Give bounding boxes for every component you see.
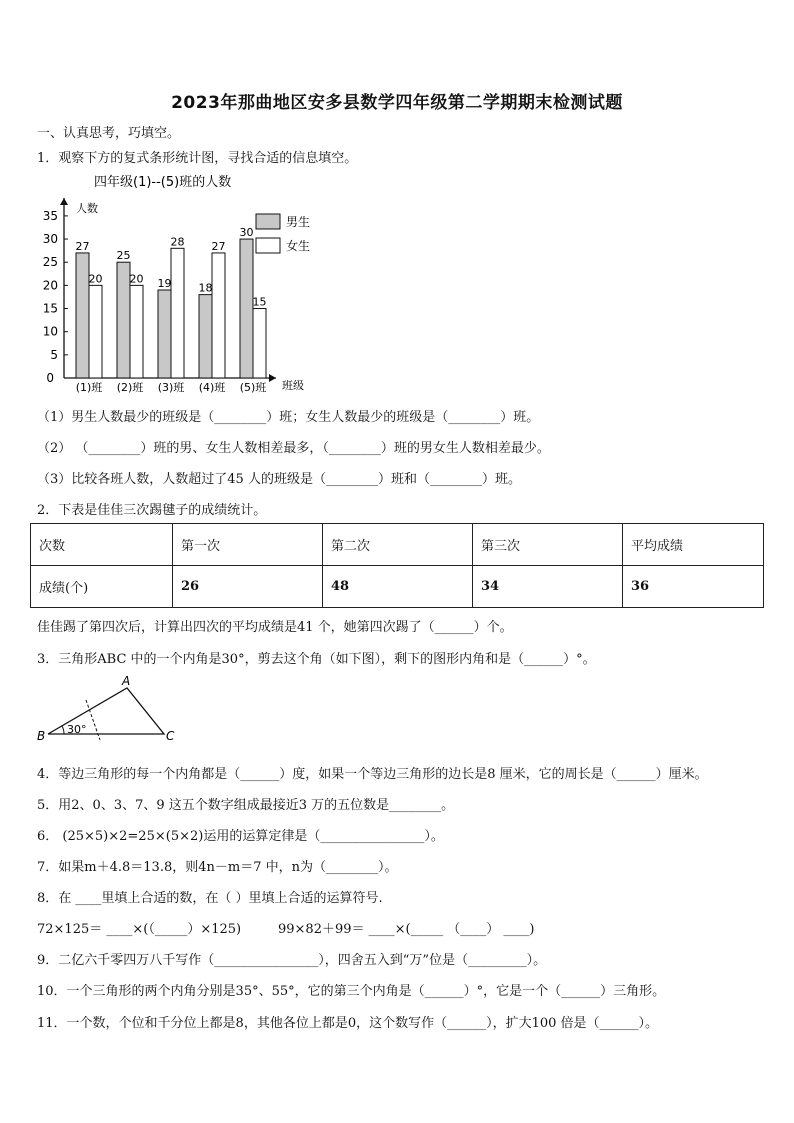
bar-value-label: 15 — [252, 295, 267, 309]
score-table — [30, 523, 764, 608]
question-4: 4．等边三角形的每一个内角都是（______）度，如果一个等边三角形的边长是8 厘米，它的周长是（______）厘米。 — [37, 767, 708, 782]
bar-value-label: 30 — [239, 226, 254, 240]
y-axis-arrow — [60, 198, 68, 205]
bar-value-label: 27 — [211, 239, 226, 253]
vertex-c-label: C — [166, 729, 175, 743]
table-header-cell: 平均成绩 — [623, 524, 764, 566]
question-6: 6． (25×5)×2=25×(5×2)运用的运算定律是（________________）。 — [37, 829, 444, 844]
bar-value-label: 27 — [75, 239, 90, 253]
question-11: 11．一个数，个位和千分位上都是8，其他各位上都是0，这个数写作（______），扩大100 倍是（______）。 — [37, 1016, 659, 1031]
question-7: 7．如果m＋4.8＝13.8，则4n－m＝7 中，n为（________）。 — [37, 860, 398, 875]
bar-value-label: 19 — [157, 277, 172, 290]
bar — [158, 290, 171, 378]
table-cell: 26 — [173, 566, 323, 608]
bar — [212, 253, 225, 378]
angle-arc — [62, 726, 64, 734]
table-header-cell: 第二次 — [323, 524, 473, 566]
triangle-figure — [34, 674, 184, 746]
bar-value-label: 20 — [88, 272, 103, 286]
page-title: 2023年那曲地区安多县数学四年级第二学期期末检测试题 — [171, 93, 623, 113]
question-5: 5．用2、0、3、7、9 这五个数字组成最接近3 万的五位数是________。 — [37, 798, 455, 813]
chart-bars — [76, 226, 267, 378]
x-axis-label: 班级 — [282, 379, 304, 392]
bar — [117, 262, 130, 378]
table-header-cell: 第一次 — [173, 524, 323, 566]
legend-swatch — [256, 238, 280, 253]
y-tick-label: 0 — [46, 371, 54, 385]
question-8: 8．在 ____里填上合适的数，在（ ）里填上合适的运算符号. — [37, 891, 383, 906]
bar — [199, 295, 212, 378]
table-cell: 34 — [473, 566, 623, 608]
bar-value-label: 18 — [198, 281, 213, 295]
bar-chart — [36, 170, 326, 398]
bar — [253, 309, 266, 378]
y-tick-label: 5 — [50, 347, 58, 362]
bar-value-label: 20 — [129, 272, 144, 286]
x-tick-label: (1)班 — [75, 381, 103, 394]
section-heading: 一、认真思考，巧填空。 — [37, 126, 181, 141]
bar — [130, 285, 143, 378]
table-row — [31, 566, 764, 608]
bar — [76, 253, 89, 378]
y-tick-label: 25 — [42, 255, 58, 270]
bar-value-label: 28 — [170, 235, 185, 249]
y-tick-label: 35 — [42, 208, 58, 223]
table-header-cell: 第三次 — [473, 524, 623, 566]
y-tick-label: 15 — [42, 301, 58, 316]
legend-label: 男生 — [286, 215, 311, 229]
question-2: 2．下表是佳佳三次踢毽子的成绩统计。 — [37, 503, 267, 518]
question-9: 9．二亿六千零四万八千写作（________________），四舍五入到“万”位是（_________）。 — [37, 953, 547, 968]
y-tick-label: 20 — [42, 278, 58, 293]
triangle-outline — [48, 688, 164, 734]
y-tick-label: 10 — [42, 324, 58, 339]
question-8-expr-2: 99×82＋99＝ ____×(_____ （____） ____) — [278, 922, 535, 937]
question-1: 1．观察下方的复式条形统计图，寻找合适的信息填空。 — [37, 151, 358, 166]
table-row-label: 成绩(个) — [31, 566, 173, 608]
bar — [171, 248, 184, 378]
table-header-row — [31, 524, 764, 566]
bar — [89, 285, 102, 378]
table-cell: 36 — [623, 566, 764, 608]
question-1-sub3: （3）比较各班人数，人数超过了45 人的班级是（________）班和（________）班。 — [37, 472, 521, 487]
y-axis-label: 人数 — [76, 202, 98, 215]
question-10: 10．一个三角形的两个内角分别是35°、55°，它的第三个内角是（______）°，它是一个（______）三角形。 — [37, 984, 666, 999]
table-header-cell: 次数 — [31, 524, 173, 566]
chart-title: 四年级(1)--(5)班的人数 — [94, 175, 232, 190]
x-tick-label: (4)班 — [198, 381, 226, 394]
y-tick-label: 30 — [42, 232, 58, 247]
vertex-b-label: B — [37, 729, 46, 743]
x-tick-label: (5)班 — [239, 381, 267, 394]
angle-label: 30° — [67, 723, 87, 736]
bar — [240, 239, 253, 378]
x-tick-label: (2)班 — [116, 381, 144, 394]
bar-value-label: 25 — [116, 249, 131, 263]
question-1-sub2: （2） （________）班的男、女生人数相差最多，（________）班的男女生人数相差最少。 — [37, 441, 550, 456]
question-1-sub1: （1）男生人数最少的班级是（________）班；女生人数最少的班级是（________）班。 — [37, 410, 540, 425]
legend-swatch — [256, 214, 280, 229]
table-cell: 48 — [323, 566, 473, 608]
question-8-expr-1: 72×125＝ ____×(（_____）×125) — [37, 922, 242, 937]
question-2-followup: 佳佳踢了第四次后，计算出四次的平均成绩是41 个，她第四次踢了（______）个。 — [37, 620, 513, 635]
chart-legend — [256, 214, 310, 253]
question-3: 3．三角形ABC 中的一个内角是30°，剪去这个角（如下图），剩下的图形内角和是（______）°。 — [37, 652, 596, 667]
legend-label: 女生 — [286, 239, 311, 253]
x-tick-label: (3)班 — [157, 381, 185, 394]
vertex-a-label: A — [122, 674, 131, 688]
x-axis-arrow — [269, 374, 276, 382]
